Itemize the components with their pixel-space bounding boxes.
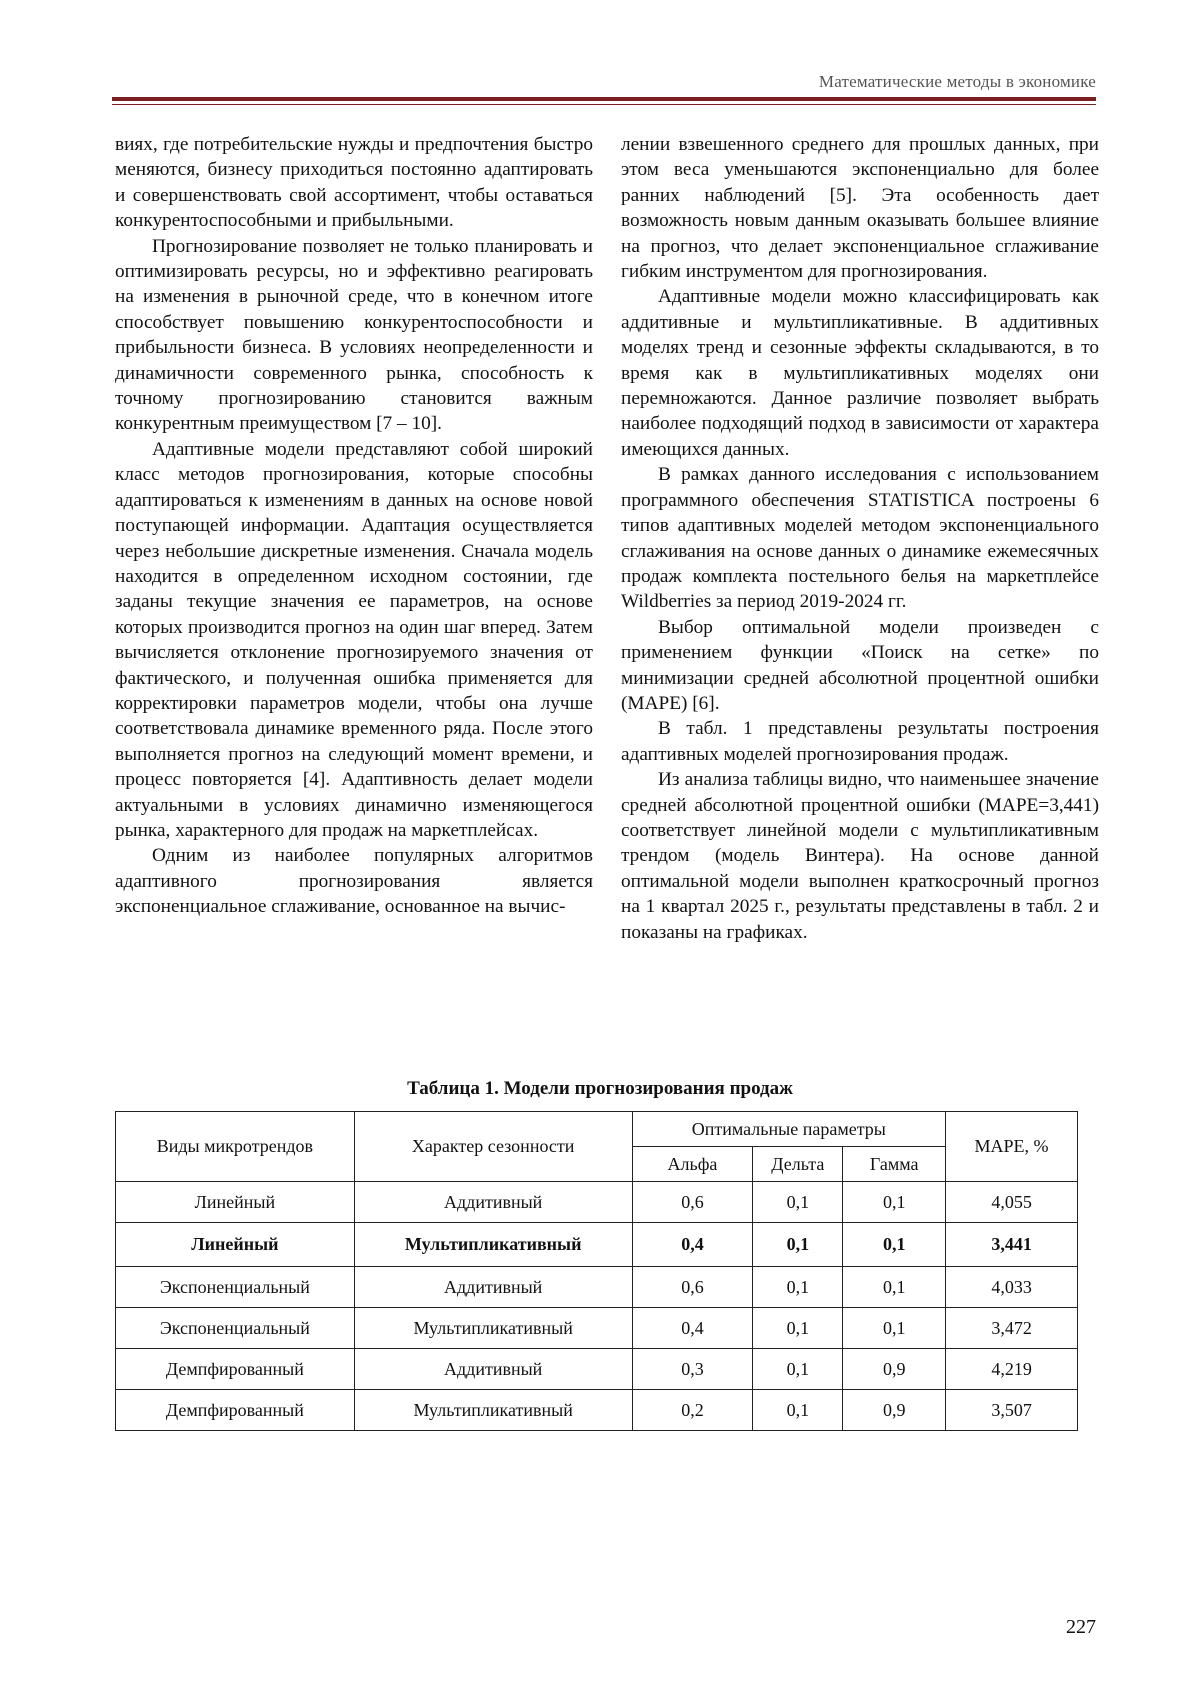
header-mape: MAPE, % [946, 1112, 1078, 1182]
cell-alpha: 0,3 [632, 1349, 753, 1390]
paragraph: виях, где потребительские нужды и предпочтения быстро меняются, бизнесу приходиться постоянно адаптировать и совершенствовать свой ассортимент, чтобы оставаться конкурентоспособными и прибыльными. [115, 134, 593, 232]
cell-mape: 3,441 [946, 1223, 1078, 1267]
table-row [116, 1182, 1078, 1223]
table-row [116, 1308, 1078, 1349]
paragraph: Выбор оптимальной модели произведен с применением функции «Поиск на сетке» по минимизации средней абсолютной процентной ошибки (MAPE) [6]. [621, 616, 1099, 714]
cell-seasonality: Мультипликативный [354, 1223, 632, 1267]
cell-alpha: 0,2 [632, 1390, 753, 1431]
paragraph: Из анализа таблицы видно, что наименьшее значение средней абсолютной процентной ошибки (MAPE=3,441) соответствует линейной модели с мультипликативным трендом (модель Винтера). На основе данной оптимальной модели выполнен краткосрочный прогноз на 1 квартал 2025 г., результаты представлены в табл. 2 и показаны на графиках. [621, 769, 1099, 943]
paragraph: Одним из наиболее популярных алгоритмов адаптивного прогнозирования является экспоненциальное сглаживание, основанное на вычис- [115, 845, 593, 918]
cell-gamma: 0,1 [843, 1223, 946, 1267]
cell-gamma: 0,1 [843, 1308, 946, 1349]
paragraph: Прогнозирование позволяет не только планировать и оптимизировать ресурсы, но и эффективно реагировать на изменения в рыночной среде, что в конечном итоге способствует повышению конкурентоспособности и прибыльности бизнеса. В условиях неопределенности и динамичности современного рынка, способность к точному прогнозированию становится важным конкурентным преимуществом [7 – 10]. [115, 235, 593, 435]
cell-delta: 0,1 [753, 1308, 843, 1349]
running-header: Математические методы в экономике [818, 72, 1096, 91]
cell-gamma: 0,9 [843, 1390, 946, 1431]
cell-mape: 3,472 [946, 1308, 1078, 1349]
cell-mape: 3,507 [946, 1390, 1078, 1431]
cell-trend: Демпфированный [116, 1390, 355, 1431]
cell-mape: 4,219 [946, 1349, 1078, 1390]
header-delta: Дельта [753, 1147, 843, 1182]
cell-mape: 4,033 [946, 1267, 1078, 1308]
table-row-optimal [116, 1223, 1078, 1267]
paragraph: Адаптивные модели можно классифицировать как аддитивные и мультипликативные. В аддитивных моделях тренд и сезонные эффекты складываются, в то время как в мультипликативных моделях они перемножаются. Данное различие позволяет выбрать наиболее подходящий подход в зависимости от характера имеющихся данных. [621, 286, 1099, 460]
cell-gamma: 0,1 [843, 1182, 946, 1223]
cell-seasonality: Аддитивный [354, 1182, 632, 1223]
table-row [116, 1267, 1078, 1308]
cell-alpha: 0,4 [632, 1223, 753, 1267]
cell-delta: 0,1 [753, 1182, 843, 1223]
header-seasonality: Характер сезонности [354, 1112, 632, 1182]
paragraph: В табл. 1 представлены результаты построения адаптивных моделей прогнозирования продаж. [621, 718, 1099, 765]
header-params-group: Оптимальные параметры [632, 1112, 946, 1147]
cell-seasonality: Аддитивный [354, 1267, 632, 1308]
cell-alpha: 0,6 [632, 1267, 753, 1308]
cell-trend: Экспоненциальный [116, 1267, 355, 1308]
cell-alpha: 0,4 [632, 1308, 753, 1349]
body-columns [115, 132, 1099, 945]
cell-trend: Демпфированный [116, 1349, 355, 1390]
cell-trend: Линейный [116, 1182, 355, 1223]
cell-trend: Экспоненциальный [116, 1308, 355, 1349]
cell-delta: 0,1 [753, 1349, 843, 1390]
cell-gamma: 0,9 [843, 1349, 946, 1390]
header-trend: Виды микротрендов [116, 1112, 355, 1182]
cell-trend: Линейный [116, 1223, 355, 1267]
paragraph: лении взвешенного среднего для прошлых данных, при этом веса уменьшаются экспоненциально для более ранних наблюдений [5]. Эта особенность дает возможность новым данным оказывать большее влияние на прогноз, что делает экспоненциальное сглаживание гибким инструментом для прогнозирования. [621, 134, 1099, 283]
cell-gamma: 0,1 [843, 1267, 946, 1308]
table-row [116, 1349, 1078, 1390]
left-column [115, 132, 593, 945]
right-column [621, 132, 1099, 945]
forecast-models-table [115, 1111, 1078, 1431]
header-rule-thick [112, 97, 1096, 101]
header-alpha: Альфа [632, 1147, 753, 1182]
paragraph: В рамках данного исследования с использованием программного обеспечения STATISTICA построены 6 типов адаптивных моделей методом экспоненциального сглаживания на основе данных о динамике ежемесячных продаж комплекта постельного белья на маркетплейсе Wildberries за период 2019-2024 гг. [621, 464, 1099, 613]
header-rule-thin [112, 104, 1096, 105]
table-row [116, 1390, 1078, 1431]
cell-alpha: 0,6 [632, 1182, 753, 1223]
cell-seasonality: Аддитивный [354, 1349, 632, 1390]
cell-seasonality: Мультипликативный [354, 1390, 632, 1431]
cell-seasonality: Мультипликативный [354, 1308, 632, 1349]
cell-delta: 0,1 [753, 1390, 843, 1431]
page-number: 227 [1066, 1616, 1096, 1638]
cell-mape: 4,055 [946, 1182, 1078, 1223]
cell-delta: 0,1 [753, 1223, 843, 1267]
paragraph: Адаптивные модели представляют собой широкий класс методов прогнозирования, которые способны адаптироваться к изменениям в данных на основе новой поступающей информации. Адаптация осуществляется через небольшие дискретные изменения. Сначала модель находится в определенном исходном состоянии, где заданы текущие значения ее параметров, на основе которых производится прогноз на один шаг вперед. Затем вычисляется отклонение прогнозируемого значения от фактического, и полученная ошибка применяется для корректировки параметров модели, чтобы она лучше соответствовала динамике временного ряда. После этого выполняется прогноз на следующий момент времени, и процесс повторяется [4]. Адаптивность делает модели актуальными в условиях динамично изменяющегося рынка, характерного для продаж на маркетплейсах. [115, 438, 593, 841]
cell-delta: 0,1 [753, 1267, 843, 1308]
header-gamma: Гамма [843, 1147, 946, 1182]
table-caption: Таблица 1. Модели прогнозирования продаж [407, 1078, 793, 1099]
